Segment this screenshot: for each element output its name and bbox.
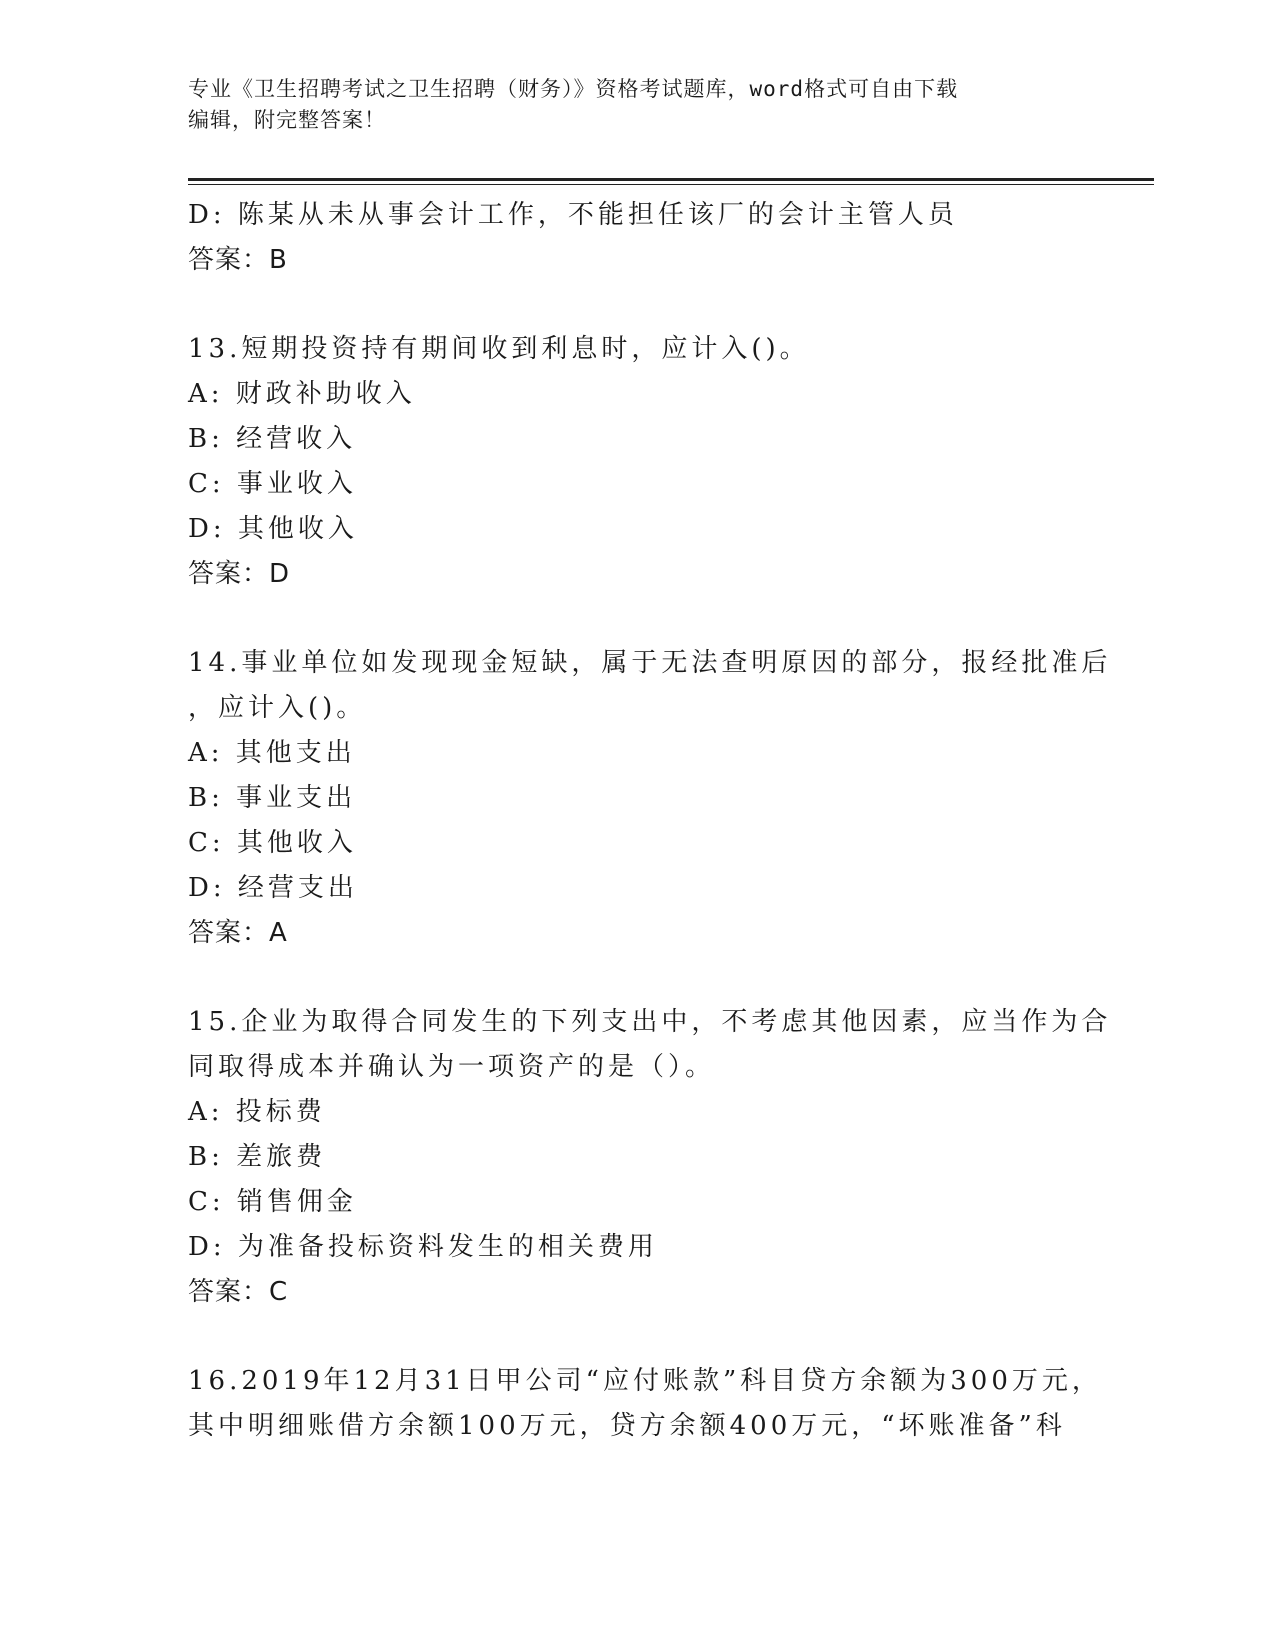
- question-12-tail: [188, 193, 1088, 283]
- header-text-line-2: 编辑，附完整答案！: [188, 108, 386, 132]
- header-text-line-1: 专业《卫生招聘考试之卫生招聘（财务）》资格考试题库，word格式可自由下载: [188, 77, 959, 101]
- question-13: [188, 327, 1088, 597]
- question-text-continued: 同取得成本并确认为一项资产的是（）。: [188, 1052, 716, 1082]
- answer-line: 答案：C: [188, 1277, 289, 1307]
- answer-line: 答案：B: [188, 245, 288, 275]
- question-16: [188, 1359, 1102, 1449]
- question-14: [188, 641, 1112, 956]
- question-text: 15.企业为取得合同发生的下列支出中，不考虑其他因素，应当作为合: [188, 1007, 1112, 1037]
- question-list: [188, 193, 1112, 1449]
- option-a: A: 其他支出: [188, 738, 356, 768]
- question-text: 16.2019年12月31日甲公司“应付账款”科目贷方余额为300万元，: [188, 1366, 1102, 1396]
- option-c: C: 事业收入: [188, 469, 357, 499]
- question-15: [188, 1000, 1112, 1315]
- option-a: A: 投标费: [188, 1097, 326, 1127]
- option-b: B: 经营收入: [188, 424, 357, 454]
- question-text: 14.事业单位如发现现金短缺，属于无法查明原因的部分，报经批准后: [188, 648, 1112, 678]
- option-d: D: 其他收入: [188, 514, 358, 544]
- option-d: D: 为准备投标资料发生的相关费用: [188, 1232, 658, 1262]
- option-c: C: 其他收入: [188, 828, 357, 858]
- answer-line: 答案：A: [188, 918, 288, 948]
- option-d: D: 陈某从未从事会计工作，不能担任该厂的会计主管人员: [188, 200, 958, 230]
- header-divider-thin: [188, 184, 1154, 185]
- option-c: C: 销售佣金: [188, 1187, 357, 1217]
- question-text-continued: ，应计入()。: [188, 693, 367, 723]
- answer-line: 答案：D: [188, 559, 291, 589]
- header-divider-thick: [188, 178, 1154, 181]
- option-b: B: 事业支出: [188, 783, 357, 813]
- option-a: A: 财政补助收入: [188, 379, 416, 409]
- option-d: D: 经营支出: [188, 873, 358, 903]
- option-b: B: 差旅费: [188, 1142, 327, 1172]
- document-header: [188, 74, 1088, 136]
- question-text: 13.短期投资持有期间收到利息时，应计入()。: [188, 334, 810, 364]
- question-text-continued: 其中明细账借方余额100万元，贷方余额400万元，“坏账准备”科: [188, 1411, 1066, 1441]
